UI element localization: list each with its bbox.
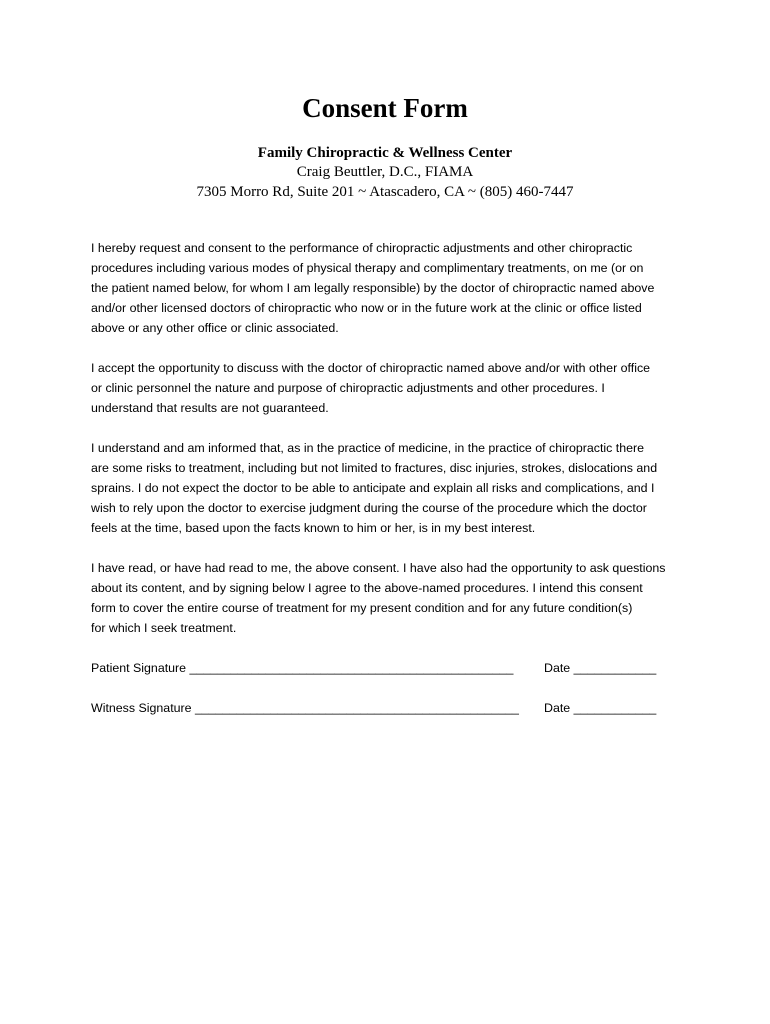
- paragraph-line: procedures including various modes of physical therapy and complimentary treatments, on me (or on: [91, 261, 644, 275]
- paragraph-line: are some risks to treatment, including but not limited to fractures, disc injuries, strokes, dislocations and: [91, 461, 658, 475]
- paragraph-line: for which I seek treatment.: [91, 621, 237, 635]
- paragraph-line: and/or other licensed doctors of chiropractic who now or in the future work at the clinic or office listed: [91, 301, 642, 315]
- paragraph-line: I accept the opportunity to discuss with the doctor of chiropractic named above and/or with other office: [91, 361, 651, 375]
- paragraph-line: about its content, and by signing below I agree to the above-named procedures. I intend this consent: [91, 581, 643, 595]
- consent-paragraph-request: [91, 238, 691, 338]
- doctor-name: Craig Beuttler, D.C., FIAMA: [296, 164, 474, 180]
- patient-signature-line: Patient Signature _______________________________________________: [91, 661, 514, 675]
- paragraph-line: wish to rely upon the doctor to exercise judgment during the course of the procedure which the doctor: [91, 501, 647, 515]
- paragraph-line: I hereby request and consent to the performance of chiropractic adjustments and other chiropractic: [91, 241, 633, 255]
- paragraph-line: above or any other office or clinic associated.: [91, 321, 339, 335]
- paragraph-line: or clinic personnel the nature and purpose of chiropractic adjustments and other procedures. I: [91, 381, 605, 395]
- paragraph-line: understand that results are not guaranteed.: [91, 401, 329, 415]
- paragraph-line: feels at the time, based upon the facts known to him or her, is in my best interest.: [91, 521, 536, 535]
- paragraph-line: sprains. I do not expect the doctor to be able to anticipate and explain all risks and complications, and I: [91, 481, 655, 495]
- paragraph-line: I understand and am informed that, as in the practice of medicine, in the practice of chiropractic there: [91, 441, 645, 455]
- paragraph-line: I have read, or have had read to me, the above consent. I have also had the opportunity to ask questions: [91, 561, 666, 575]
- page-title: Consent Form: [302, 93, 468, 123]
- patient-date-line: Date ____________: [544, 661, 657, 675]
- paragraph-line: form to cover the entire course of treatment for my present condition and for any future condition(s): [91, 601, 633, 615]
- witness-date-line: Date ____________: [544, 701, 657, 715]
- consent-paragraph-discussion: [91, 358, 691, 418]
- paragraph-line: the patient named below, for whom I am legally responsible) by the doctor of chiropractic named above: [91, 281, 655, 295]
- witness-signature-row: [91, 698, 691, 718]
- organization-name: Family Chiropractic & Wellness Center: [257, 145, 513, 161]
- consent-paragraph-acknowledgment: [91, 558, 691, 638]
- patient-signature-row: [91, 658, 691, 678]
- witness-signature-line: Witness Signature _______________________________________________: [91, 701, 519, 715]
- clinic-address: 7305 Morro Rd, Suite 201 ~ Atascadero, CA ~ (805) 460-7447: [196, 184, 574, 200]
- consent-paragraph-risks: [91, 438, 691, 538]
